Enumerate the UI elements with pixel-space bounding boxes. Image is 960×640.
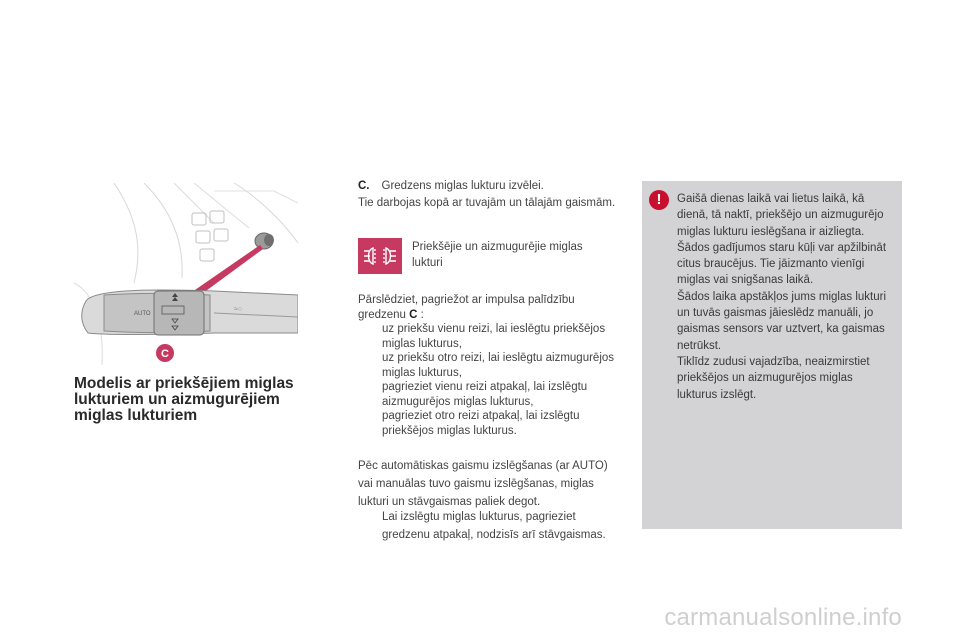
list-item: uz priekšu otro reizi, lai ieslēgtu aizmugurējos miglas lukturus, (382, 352, 615, 379)
intro-paragraph (358, 178, 620, 212)
intro-line-1: Gredzens miglas lukturu izvēlei. (381, 180, 544, 192)
switch-instructions (358, 293, 620, 438)
auto-paragraph: Pēc automātiskas gaismu izslēgšanas (ar AUTO) vai manuālas tuvo gaismu izslēgšanas, miglas lukturi un stāvgaismas paliek degot. (358, 460, 608, 508)
ring-c-badge: C (161, 348, 169, 360)
main-column (358, 178, 620, 541)
switch-bullet-list (358, 322, 620, 438)
list-item: pagrieziet otro reizi atpakaļ, lai izslēgtu priekšējos miglas lukturus. (382, 410, 580, 437)
section-title: Modelis ar priekšējiem miglas lukturiem un aizmugurējiem miglas lukturiem (74, 375, 294, 424)
intro-line-2: Tie darbojas kopā ar tuvajām un tālajām gaismām. (358, 197, 616, 209)
fog-light-stalk-illustration (74, 183, 298, 365)
list-item: pagrieziet vienu reizi atpakaļ, lai izslēgtu aizmugurējos miglas lukturus, (382, 381, 588, 408)
warning-icon: ! (649, 190, 669, 210)
c-mark: C. (358, 180, 370, 192)
switch-text-before: Pārslēdziet, pagriežot ar impulsa palīdzību gredzenu (358, 294, 575, 321)
switch-c-letter: C (409, 308, 418, 321)
switch-text-after: : (417, 308, 424, 321)
fog-lights-caption: Priekšējie un aizmugurējie miglas lukturi (412, 241, 583, 269)
list-item: uz priekšu vienu reizi, lai ieslēgtu priekšējos miglas lukturus, (382, 323, 606, 350)
warning-box (642, 181, 902, 529)
svg-text:≈○: ≈○ (234, 306, 243, 313)
auto-label: AUTO (134, 311, 151, 317)
auto-bullet: Lai izslēgtu miglas lukturus, pagrieziet gredzenu atpakaļ, nodzisīs arī stāvgaismas. (382, 511, 606, 541)
watermark: carmanualsonline.info (664, 604, 902, 631)
front-rear-fog-lights-icon (358, 238, 402, 274)
warning-text: Gaišā dienas laikā vai lietus laikā, kā dienā, tā naktī, priekšējo un aizmugurējo miglas lukturu ieslēgšana ir aizliegta. Šādos gadījumos staru kūļi var apžilbināt citus braucējus. Tie jāizmanto vienīgi miglas vai snigšanas laikā. Šādos laika apstākļos jums miglas lukturi un tuvās gaismas jāieslēdz manuāli, jo gaismas sensors var uztvert, ka gaismas netrūkst. Tiklīdz zudusi vajadzība, neaizmirstiet priekšējos un aizmugurējos miglas lukturus izslēgt. (677, 193, 887, 401)
